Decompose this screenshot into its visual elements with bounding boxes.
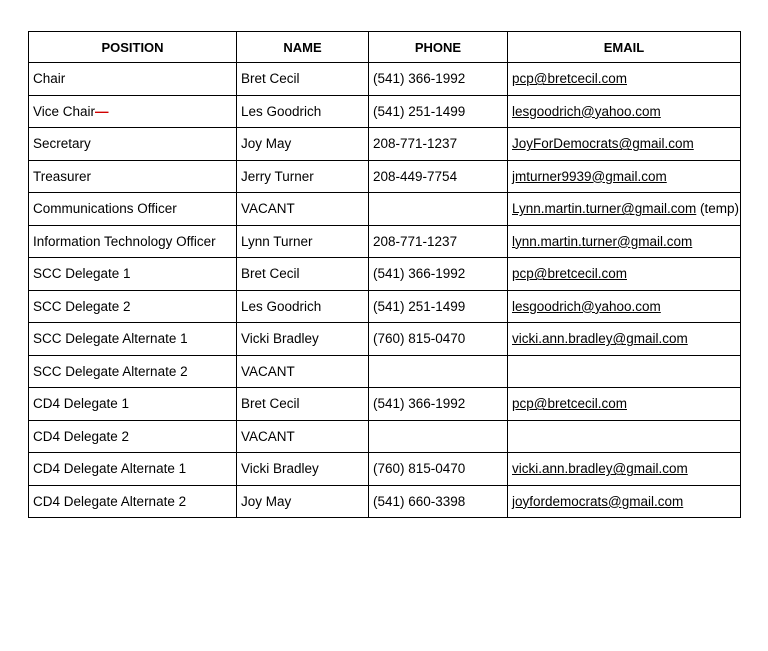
position-text: Treasurer (33, 168, 92, 184)
edit-mark-icon: — (95, 103, 109, 119)
email-link[interactable]: Lynn.martin.turner@gmail.com (512, 201, 697, 217)
email-cell (508, 225, 741, 258)
phone-cell: (541) 366-1992 (369, 63, 508, 96)
name-cell: VACANT (237, 420, 369, 453)
phone-cell: 208-771-1237 (369, 128, 508, 161)
email-link[interactable]: lynn.martin.turner@gmail.com (512, 233, 693, 249)
email-link[interactable]: pcp@bretcecil.com (512, 71, 627, 87)
table-row (29, 258, 741, 291)
table-row (29, 323, 741, 356)
position-text: Chair (33, 71, 66, 87)
table-row (29, 225, 741, 258)
position-cell (29, 63, 237, 96)
name-cell: Bret Cecil (237, 388, 369, 421)
email-cell (508, 63, 741, 96)
position-cell (29, 193, 237, 226)
table-row (29, 420, 741, 453)
email-cell (508, 95, 741, 128)
email-note: (temp) (696, 201, 740, 217)
email-cell (508, 388, 741, 421)
position-cell (29, 290, 237, 323)
name-cell: Vicki Bradley (237, 453, 369, 486)
position-text: Information Technology Officer (33, 233, 216, 249)
position-cell (29, 485, 237, 518)
phone-cell (369, 355, 508, 388)
phone-cell: (541) 251-1499 (369, 95, 508, 128)
phone-cell: (541) 366-1992 (369, 258, 508, 291)
position-text: CD4 Delegate 1 (33, 396, 130, 412)
email-cell (508, 453, 741, 486)
email-cell (508, 323, 741, 356)
name-cell: Lynn Turner (237, 225, 369, 258)
phone-cell: (541) 660-3398 (369, 485, 508, 518)
position-cell (29, 95, 237, 128)
position-text: SCC Delegate 1 (33, 266, 131, 282)
name-cell: Joy May (237, 128, 369, 161)
phone-cell (369, 420, 508, 453)
email-link[interactable]: pcp@bretcecil.com (512, 266, 627, 282)
name-cell: VACANT (237, 193, 369, 226)
position-cell (29, 355, 237, 388)
position-text: SCC Delegate Alternate 2 (33, 363, 188, 379)
position-text: CD4 Delegate 2 (33, 428, 130, 444)
email-link[interactable]: lesgoodrich@yahoo.com (512, 298, 661, 314)
table-row (29, 160, 741, 193)
position-text: CD4 Delegate Alternate 2 (33, 493, 187, 509)
position-text: Secretary (33, 136, 91, 152)
position-cell (29, 128, 237, 161)
position-cell (29, 420, 237, 453)
name-cell: Jerry Turner (237, 160, 369, 193)
header-row (29, 32, 741, 63)
table-row (29, 290, 741, 323)
email-link[interactable]: joyfordemocrats@gmail.com (512, 493, 684, 509)
phone-cell: (541) 251-1499 (369, 290, 508, 323)
email-cell (508, 485, 741, 518)
email-cell (508, 290, 741, 323)
email-cell (508, 258, 741, 291)
name-cell: Bret Cecil (237, 258, 369, 291)
email-link[interactable]: vicki.ann.bradley@gmail.com (512, 461, 688, 477)
email-link[interactable]: JoyForDemocrats@gmail.com (512, 136, 694, 152)
phone-cell: 208-771-1237 (369, 225, 508, 258)
name-cell: Vicki Bradley (237, 323, 369, 356)
position-cell (29, 323, 237, 356)
email-cell (508, 193, 741, 226)
position-cell (29, 453, 237, 486)
email-link[interactable]: jmturner9939@gmail.com (512, 168, 667, 184)
table-row (29, 388, 741, 421)
phone-header: PHONE (369, 32, 508, 63)
email-header: EMAIL (508, 32, 741, 63)
name-cell: Les Goodrich (237, 95, 369, 128)
name-cell: VACANT (237, 355, 369, 388)
position-text: SCC Delegate Alternate 1 (33, 331, 188, 347)
email-link[interactable]: lesgoodrich@yahoo.com (512, 103, 661, 119)
phone-cell: (760) 815-0470 (369, 323, 508, 356)
email-link[interactable]: pcp@bretcecil.com (512, 396, 627, 412)
position-cell (29, 258, 237, 291)
table-row (29, 485, 741, 518)
table-row (29, 193, 741, 226)
email-cell (508, 420, 741, 453)
email-link[interactable]: vicki.ann.bradley@gmail.com (512, 331, 688, 347)
table-row (29, 355, 741, 388)
position-text: Vice Chair (33, 103, 96, 119)
table-row (29, 453, 741, 486)
phone-cell: (760) 815-0470 (369, 453, 508, 486)
position-cell (29, 160, 237, 193)
name-cell: Bret Cecil (237, 63, 369, 96)
name-header: NAME (237, 32, 369, 63)
officers-table (28, 31, 741, 518)
table-row (29, 95, 741, 128)
position-cell (29, 388, 237, 421)
name-cell: Les Goodrich (237, 290, 369, 323)
phone-cell: (541) 366-1992 (369, 388, 508, 421)
name-cell: Joy May (237, 485, 369, 518)
phone-cell (369, 193, 508, 226)
table-row (29, 63, 741, 96)
position-text: SCC Delegate 2 (33, 298, 131, 314)
email-cell (508, 128, 741, 161)
table-row (29, 128, 741, 161)
email-cell (508, 355, 741, 388)
position-text: CD4 Delegate Alternate 1 (33, 461, 187, 477)
phone-cell: 208-449-7754 (369, 160, 508, 193)
position-header: POSITION (29, 32, 237, 63)
position-cell (29, 225, 237, 258)
email-cell (508, 160, 741, 193)
position-text: Communications Officer (33, 201, 177, 217)
